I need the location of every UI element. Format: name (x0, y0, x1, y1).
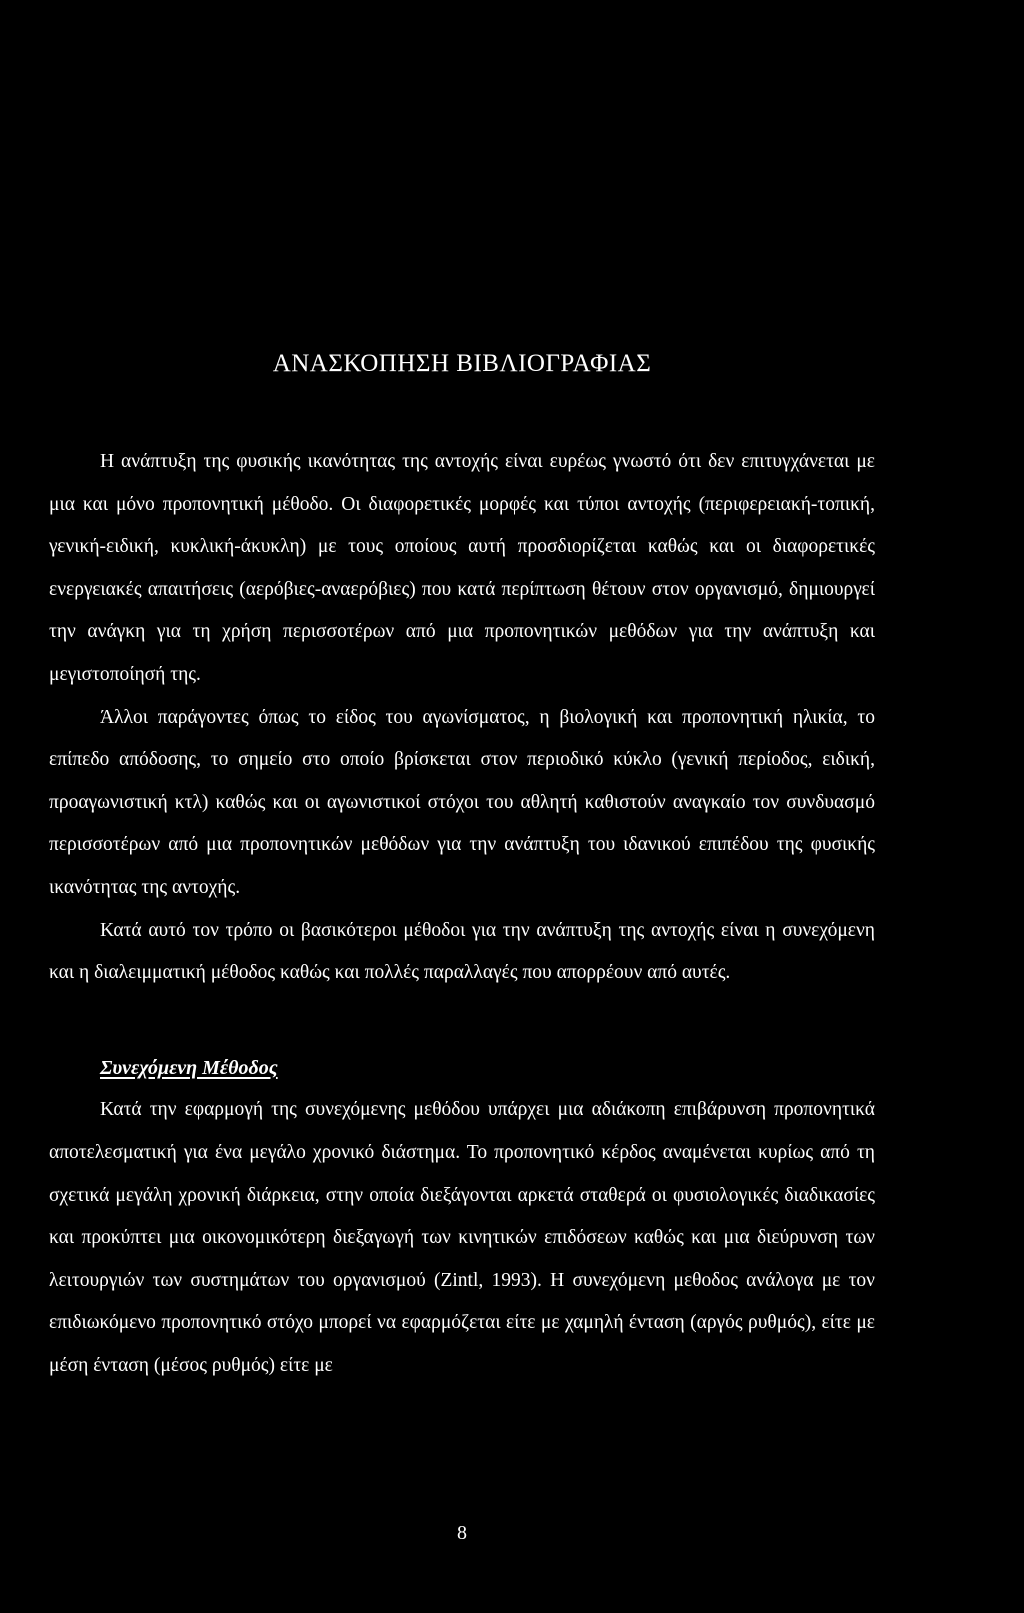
page-title: ΑΝΑΣΚΟΠΗΣΗ ΒΙΒΛΙΟΓΡΑΦΙΑΣ (272, 350, 652, 377)
paragraph-2: Άλλοι παράγοντες όπως το είδος του αγωνίσματος, η βιολογική και προπονητική ηλικία, το επίπεδο απόδοσης, το σημείο στο οποίο βρίσκεται στον περιοδικό κύκλο (γενική περίοδος, ειδική, προαγωνιστική κτλ) καθώς και οι αγωνιστικοί στόχοι του αθλητή καθιστούν αναγκαίο τον συνδυασμό περισσοτέρων από μια προπονητικών μεθόδων για την ανάπτυξη του ιδανικού επιπέδου της φυσικής ικανότητας της αντοχής. (49, 706, 875, 898)
paragraph-1: Η ανάπτυξη της φυσικής ικανότητας της αντοχής είναι ευρέως γνωστό ότι δεν επιτυγχάνεται με μια και μόνο προπονητική μέθοδο. Οι διαφορετικές μορφές και τύποι αντοχής (περιφερειακή-τοπική, γενική-ειδική, κυκλική-άκυκλη) με τους οποίους αυτή προσδιορίζεται καθώς και οι διαφορετικές ενεργειακές απαιτήσεις (αερόβιες-αναερόβιες) που κατά περίπτωση θέτουν στον οργανισμό, δημιουργεί την ανάγκη για τη χρήση περισσοτέρων από μια προπονητικών μεθόδων για την ανάπτυξη και μεγιστοποίησή της. (49, 451, 875, 685)
body-text (49, 441, 875, 1387)
paragraph-3: Κατά αυτό τον τρόπο οι βασικότεροι μέθοδοι για την ανάπτυξη της αντοχής είναι η συνεχόμενη και η διαλειμματική μέθοδος καθώς και πολλές παραλλαγές που απορρέουν από αυτές. (49, 919, 875, 984)
page-number: 8 (457, 1522, 467, 1544)
section-heading: Συνεχόμενη Μέθοδος (100, 1056, 278, 1079)
document-page (49, 0, 875, 1613)
section-paragraph: Κατά την εφαρμογή της συνεχόμενης μεθόδου υπάρχει μια αδιάκοπη επιβάρυνση προπονητικά αποτελεσματική για ένα μεγάλο χρονικό διάστημα. Το προπονητικό κέρδος αναμένεται κυρίως από τη σχετικά μεγάλη χρονική διάρκεια, στην οποία διεξάγονται αρκετά σταθερά οι φυσιολογικές διαδικασίες και προκύπτει μια οικονομικότερη διεξαγωγή των κινητικών επιδόσεων καθώς και μια διεύρυνση των λειτουργιών των συστημάτων του οργανισμού (Zintl, 1993). Η συνεχόμενη μεθοδος ανάλογα με τον επιδιωκόμενο προπονητικό στόχο μπορεί να εφαρμόζεται είτε με χαμηλή ένταση (αργός ρυθμός), είτε με μέση ένταση (μέσος ρυθμός) είτε με (49, 1099, 875, 1376)
